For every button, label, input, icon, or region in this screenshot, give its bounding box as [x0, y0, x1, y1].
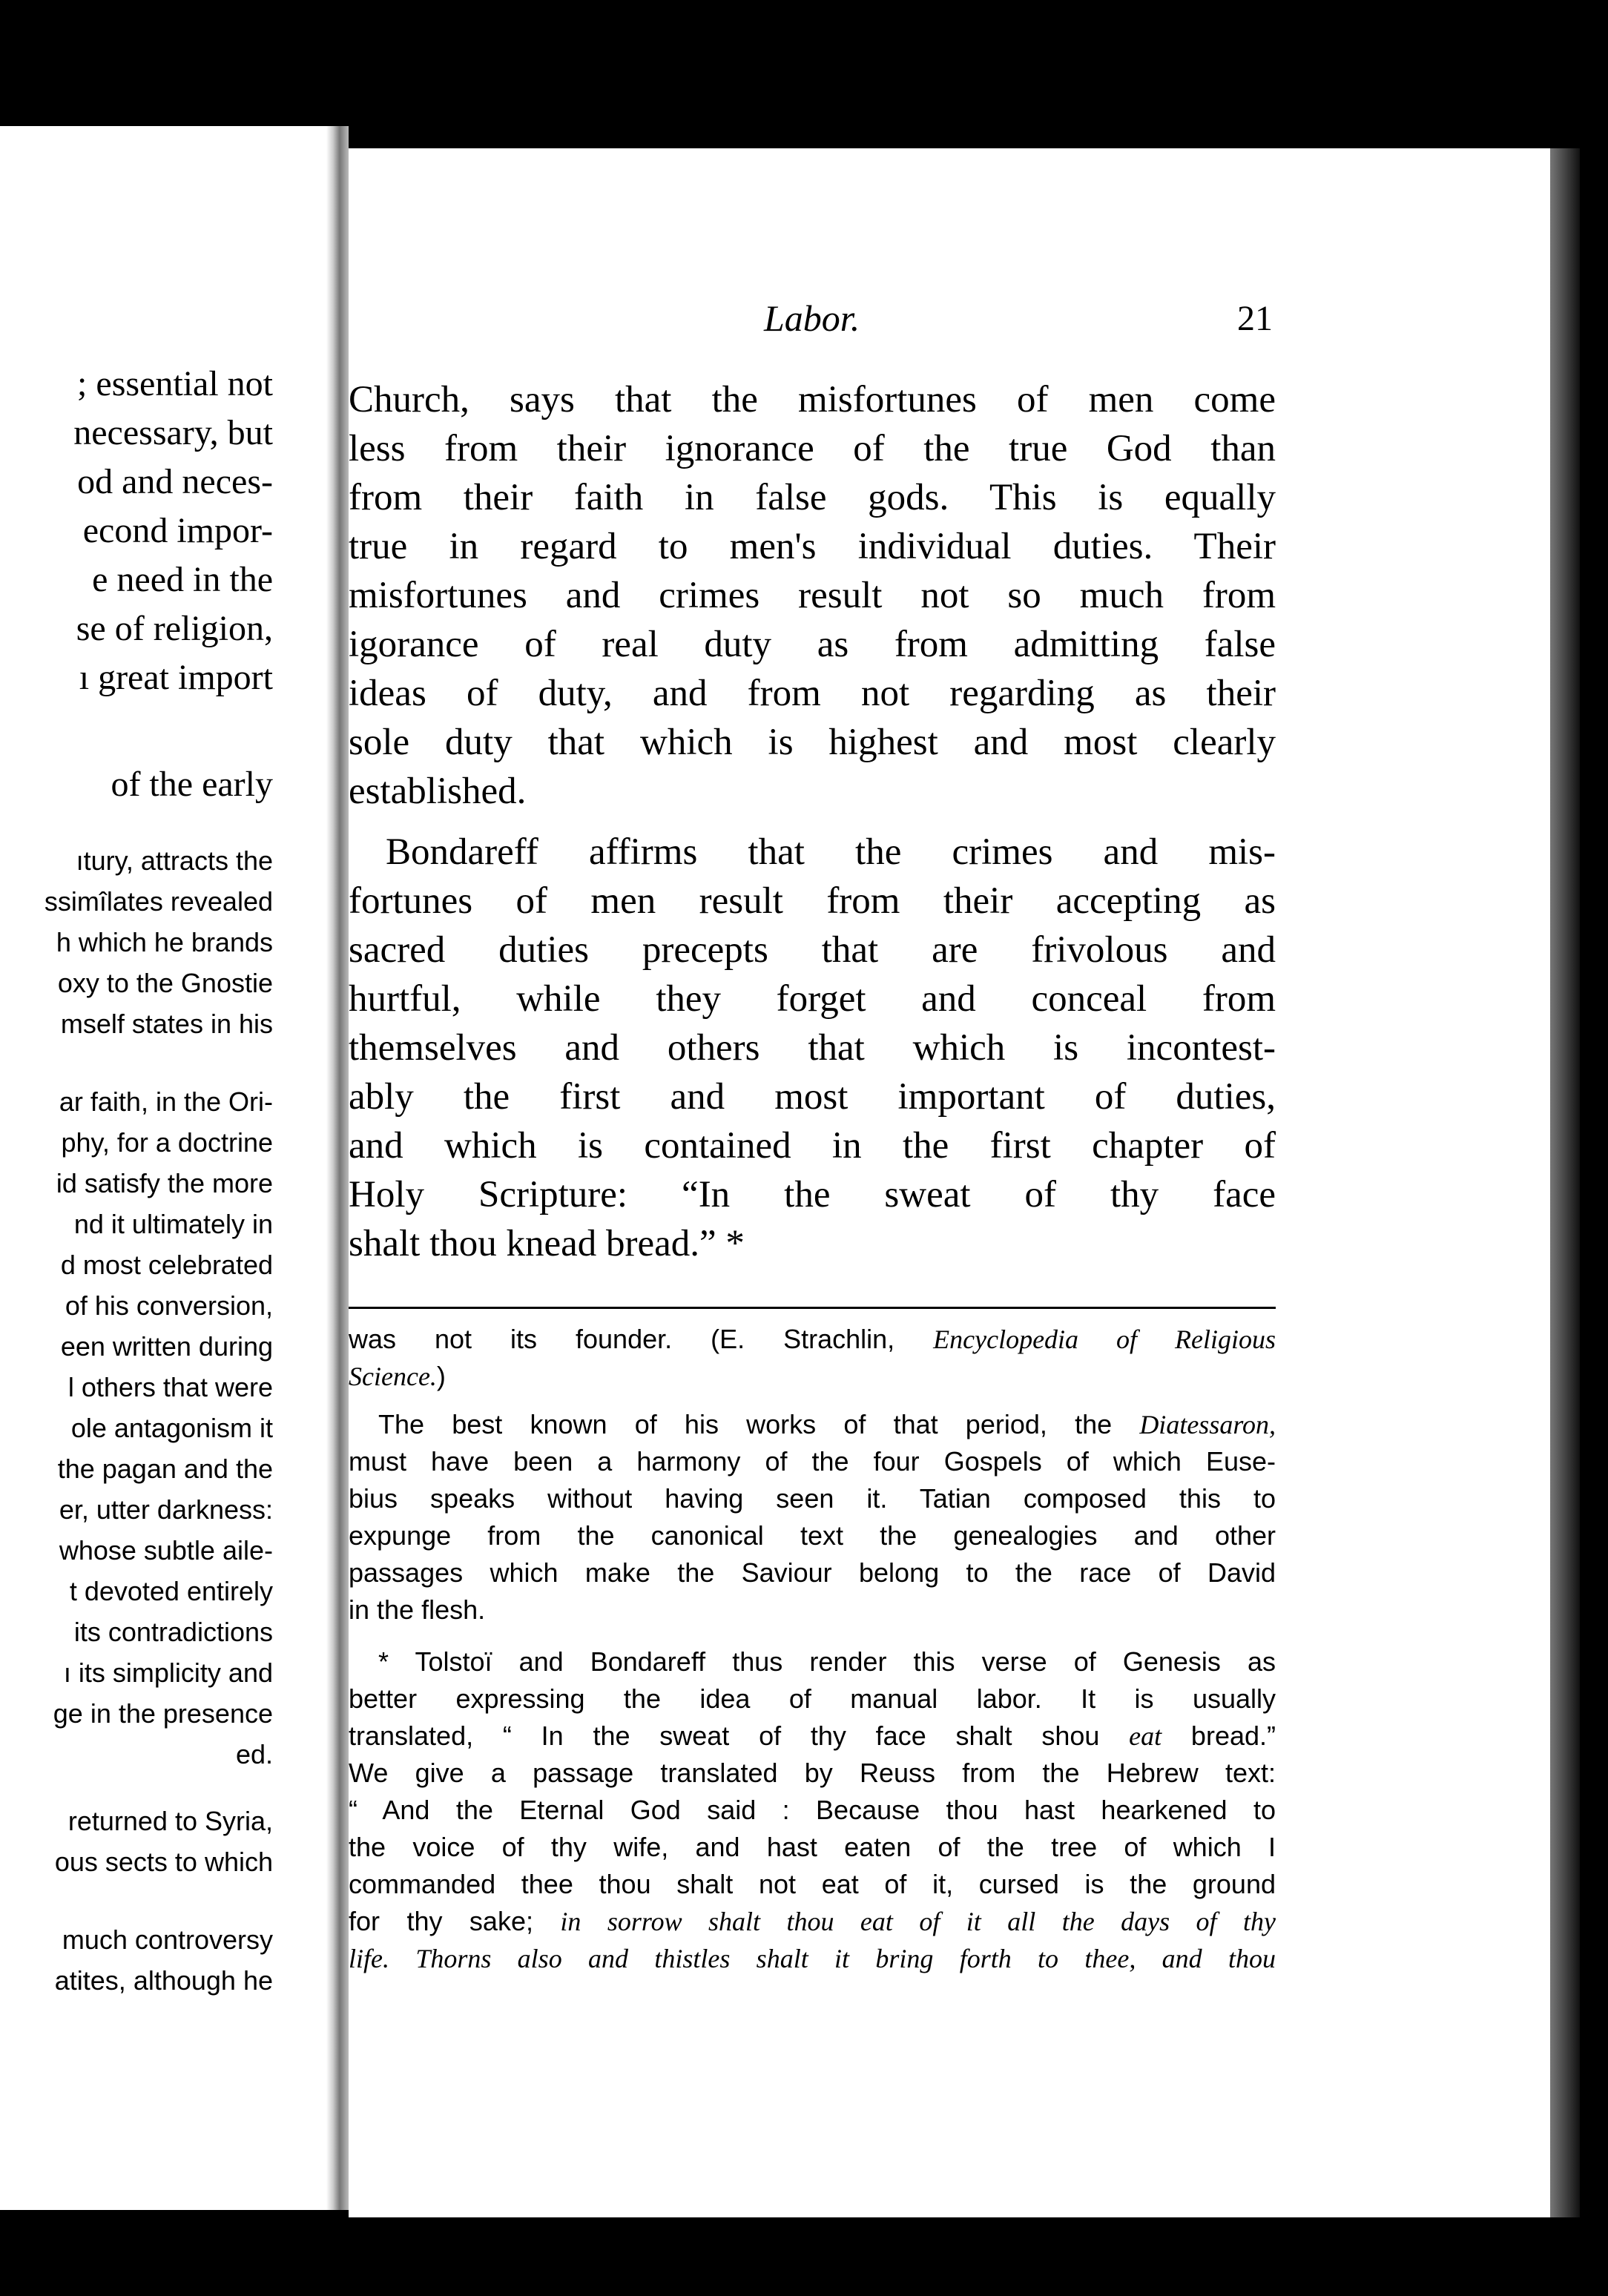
left-page-line: ge in the presence — [53, 1698, 273, 1729]
body-line: less from their ignorance of the true God than — [349, 428, 1276, 469]
body-line: sole duty that which is highest and most clearly — [349, 722, 1276, 763]
left-page-line: ole antagonism it — [70, 1413, 273, 1443]
body-line: igorance of real duty as from admitting false — [349, 624, 1276, 665]
body-line: Holy Scripture: “In the sweat of thy face — [349, 1174, 1276, 1215]
footnote-line: the voice of thy wife, and hast eaten of the tree of which I — [349, 1832, 1276, 1862]
left-page-line: its contradictions — [73, 1617, 273, 1647]
body-line: established. — [349, 771, 527, 812]
body-line: misfortunes and crimes result not so much from — [349, 575, 1276, 616]
left-page — [0, 126, 326, 2210]
left-page-line: nd it ultimately in — [73, 1209, 273, 1239]
left-page-line: h which he brands — [56, 927, 273, 957]
left-page-line: ed. — [235, 1739, 273, 1769]
right-page — [349, 148, 1550, 2217]
left-page-line: ous sects to which — [54, 1847, 273, 1877]
footnote-line: life. Thorns also and thistles shalt it bring forth to thee, and thou — [349, 1944, 1276, 1973]
footnote-line: must have been a harmony of the four Gospels of which Euse- — [349, 1446, 1276, 1477]
footnote-line: better expressing the idea of manual labor. It is usually — [349, 1683, 1276, 1714]
body-line: fortunes of men result from their accepting as — [349, 880, 1276, 922]
left-page-line: whose subtle aile- — [59, 1535, 273, 1566]
body-line: from their faith in false gods. This is equally — [349, 477, 1276, 518]
left-page-line: atites, although he — [54, 1965, 273, 1996]
footnote-line: for thy sake; in sorrow shalt thou eat of it all the days of thy — [349, 1906, 1276, 1936]
left-page-line: ıtury, attracts the — [76, 845, 273, 876]
body-line: themselves and others that which is incontest- — [349, 1027, 1276, 1069]
footnote-line: commanded thee thou shalt not eat of it, cursed is the ground — [349, 1869, 1276, 1899]
body-line: ably the first and most important of duties, — [349, 1076, 1276, 1118]
footnote-line: * Tolstoï and Bondareff thus render this verse of Genesis as — [378, 1646, 1276, 1677]
left-page-line: econd impor- — [82, 511, 273, 550]
body-line: true in regard to men's individual duties. Their — [349, 526, 1276, 567]
footnote-rule — [349, 1307, 1276, 1309]
left-page-line: much controversy — [62, 1924, 273, 1955]
footnote-line: expunge from the canonical text the genealogies and other — [349, 1520, 1276, 1551]
footnote-line: bius speaks without having seen it. Tatian composed this to — [349, 1483, 1276, 1514]
footnote-line: translated, “ In the sweat of thy face shalt shou eat bread.” — [349, 1721, 1276, 1751]
left-page-line: of the early — [111, 765, 273, 804]
left-page-line: ; essential not — [77, 364, 273, 403]
left-page-line: er, utter darkness: — [59, 1494, 273, 1525]
left-page-line: ı great import — [79, 658, 273, 697]
footnote-line: passages which make the Saviour belong to the race of David — [349, 1557, 1276, 1588]
left-page-line: l others that were — [67, 1372, 273, 1402]
left-page-line: d most celebrated — [60, 1250, 273, 1280]
left-page-line: id satisfy the more — [56, 1168, 273, 1198]
running-head: Labor. — [764, 297, 860, 339]
body-line: Bondareff affirms that the crimes and mis- — [386, 831, 1276, 873]
left-page-line: phy, for a doctrine — [61, 1127, 273, 1158]
left-page-line: ı its simplicity and — [63, 1657, 273, 1688]
left-page-line: ar faith, in the Ori- — [59, 1086, 273, 1117]
body-line: hurtful, while they forget and conceal from — [349, 978, 1276, 1020]
left-page-line: returned to Syria, — [67, 1806, 273, 1836]
footnote-line: was not its founder. (E. Strachlin, Encyclopedia of Religious — [349, 1324, 1276, 1354]
footnote-line: We give a passage translated by Reuss from the Hebrew text: — [349, 1758, 1276, 1788]
left-page-line: se of religion, — [76, 609, 273, 648]
left-page-line: een written during — [60, 1331, 273, 1362]
footnote-line: Science.) — [349, 1361, 446, 1391]
left-page-line: the pagan and the — [57, 1454, 273, 1484]
left-page-line: od and neces- — [77, 462, 273, 501]
left-page-line: t devoted entirely — [69, 1576, 273, 1606]
footnote-line: in the flesh. — [349, 1594, 486, 1625]
left-page-line: oxy to the Gnostie — [57, 968, 273, 998]
book-gutter — [326, 126, 349, 2210]
left-page-line: ssimîlates revealed — [44, 886, 273, 917]
body-line: ideas of duty, and from not regarding as their — [349, 673, 1276, 714]
body-line: shalt thou knead bread.” * — [349, 1223, 745, 1264]
page-edge — [1550, 148, 1580, 2217]
left-page-line: e need in the — [92, 560, 273, 599]
footnote-line: The best known of his works of that period, the Diatessaron, — [378, 1409, 1276, 1439]
page-number: 21 — [1237, 299, 1273, 338]
body-line: sacred duties precepts that are frivolous and — [349, 929, 1276, 971]
left-page-line: necessary, but — [73, 413, 273, 452]
left-page-line: of his conversion, — [65, 1290, 273, 1321]
page-header — [349, 297, 1550, 341]
left-page-line: mself states in his — [60, 1009, 273, 1039]
body-line: Church, says that the misfortunes of men come — [349, 379, 1276, 420]
footnote-line: “ And the Eternal God said : Because thou hast hearkened to — [349, 1795, 1276, 1825]
body-line: and which is contained in the first chapter of — [349, 1125, 1276, 1167]
